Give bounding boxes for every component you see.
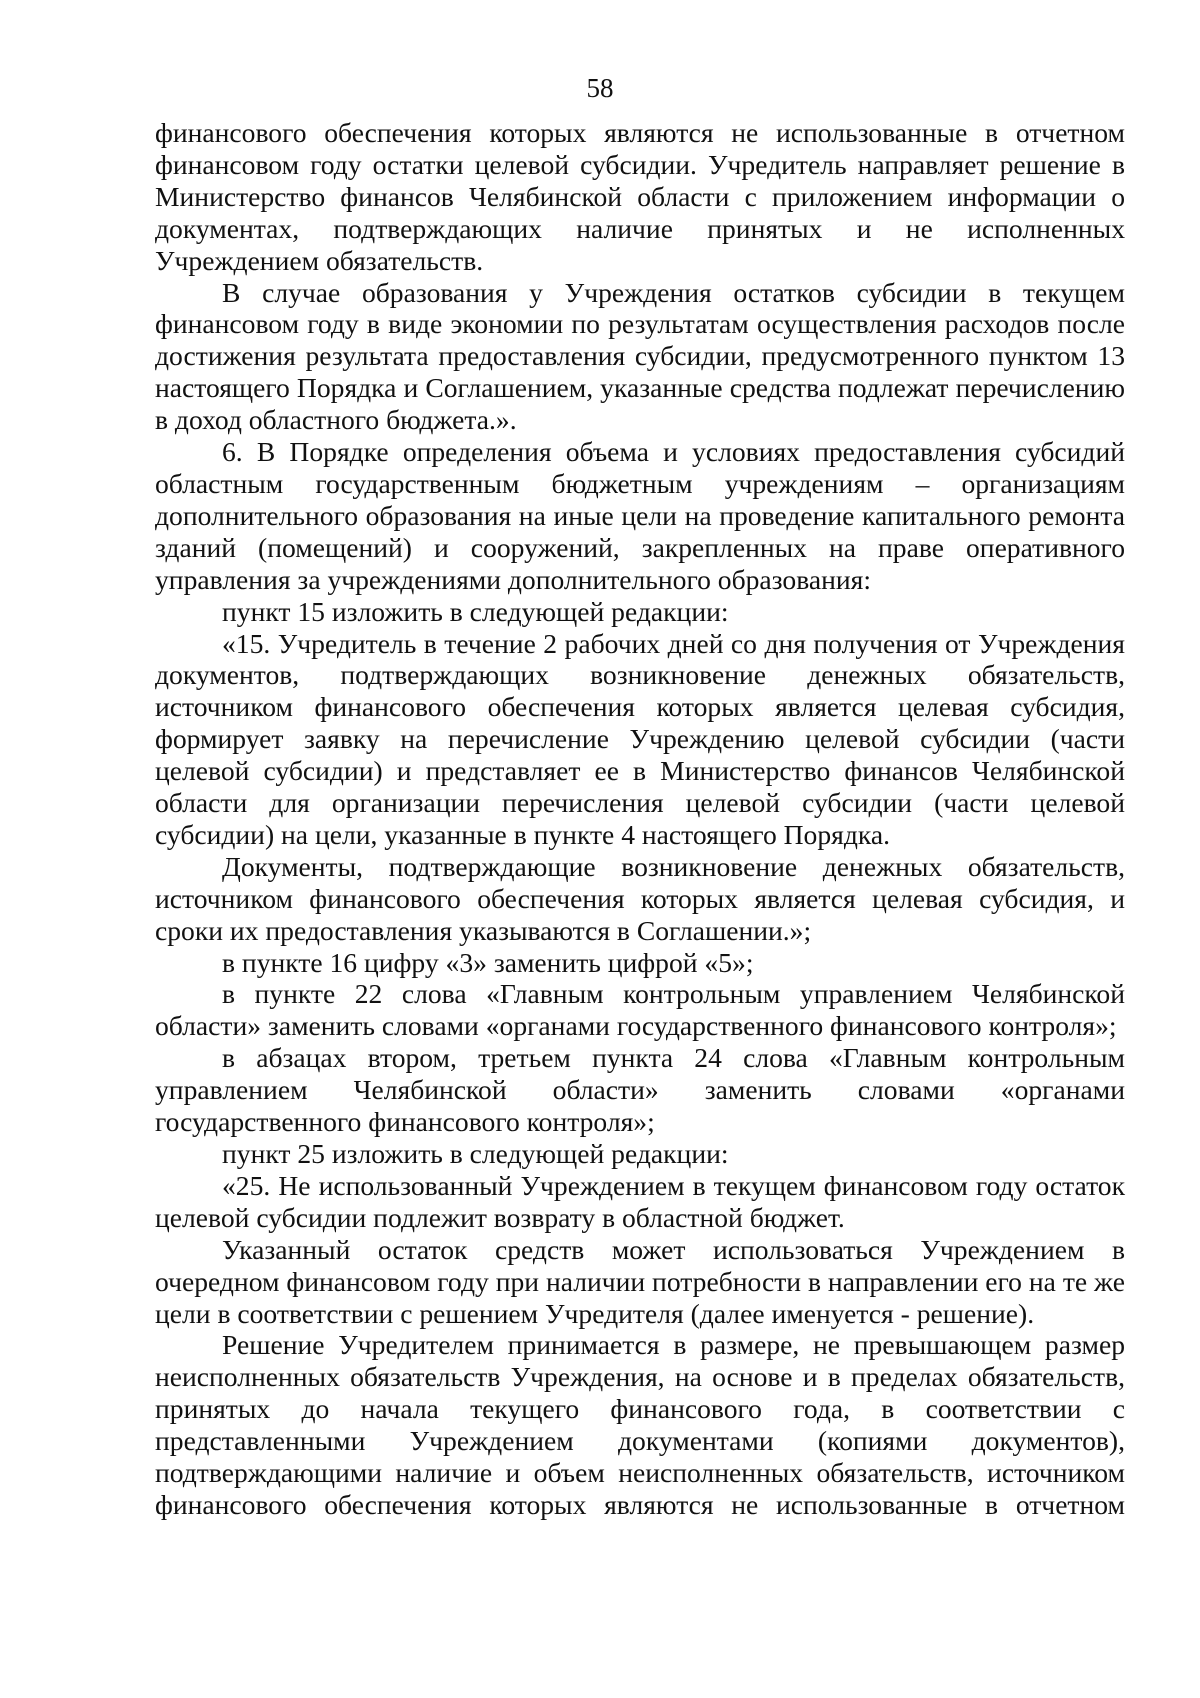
paragraph-continues-next-page: Решение Учредителем принимается в размере, не превышающем размер неисполненных обязательств Учреждения, на основе и в пределах обязательств, принятых до начала текущего финансового года, в соответствии с представленными Учреждением документами (копиями документов), подтверждающими наличие и объем неисполненных обязательств, источником финансового обеспечения которых являются не использованные в отчетном (155, 1329, 1125, 1520)
paragraph-continuation: финансового обеспечения которых являются не использованные в отчетном финансовом году остатки целевой субсидии. Учредитель направляет решение в Министерство финансов Челябинской области с приложением информации о документах, подтверждающих наличие принятых и не исполненных Учреждением обязательств. (155, 117, 1125, 276)
paragraph-item-25: «25. Не использованный Учреждением в текущем финансовом году остаток целевой субсидии подлежит возврату в областной бюджет. (155, 1169, 1125, 1233)
paragraph: в пункте 22 слова «Главным контрольным управлением Челябинской области» заменить словами «органами государственного финансового контроля»; (155, 978, 1125, 1042)
paragraph-item-6: 6. В Порядке определения объема и условиях предоставления субсидий областным государственным бюджетным учреждениям – организациям дополнительного образования на иные цели на проведение капитального ремонта зданий (помещений) и сооружений, закрепленных на праве оперативного управления за учреждениями дополнительного образования: (155, 436, 1125, 595)
paragraph: В случае образования у Учреждения остатков субсидии в текущем финансовом году в виде экономии по результатам осуществления расходов после достижения результата предоставления субсидии, предусмотренного пунктом 13 настоящего Порядка и Соглашением, указанные средства подлежат перечислению в доход областного бюджета.». (155, 276, 1125, 436)
paragraph: Документы, подтверждающие возникновение денежных обязательств, источником финансового обеспечения которых является целевая субсидия, и сроки их предоставления указываются в Соглашении.»; (155, 850, 1125, 946)
document-body (155, 117, 1125, 1521)
paragraph: в абзацах втором, третьем пункта 24 слова «Главным контрольным управлением Челябинской области» заменить словами «органами государственного финансового контроля»; (155, 1042, 1125, 1138)
paragraph: в пункте 16 цифру «3» заменить цифрой «5»; (222, 946, 754, 978)
page-number: 58 (586, 73, 614, 103)
paragraph: пункт 15 изложить в следующей редакции: (222, 595, 729, 627)
paragraph-item-15: «15. Учредитель в течение 2 рабочих дней со дня получения от Учреждения документов, подтверждающих возникновение денежных обязательств, источником финансового обеспечения которых является целевая субсидия, формирует заявку на перечисление Учреждению целевой субсидии (части целевой субсидии) и представляет ее в Министерство финансов Челябинской области для организации перечисления целевой субсидии (части целевой субсидии) на цели, указанные в пункте 4 настоящего Порядка. (155, 627, 1125, 850)
paragraph: Указанный остаток средств может использоваться Учреждением в очередном финансовом году при наличии потребности в направлении его на те же цели в соответствии с решением Учредителя (далее именуется - решение). (155, 1233, 1125, 1329)
paragraph: пункт 25 изложить в следующей редакции: (222, 1138, 729, 1169)
